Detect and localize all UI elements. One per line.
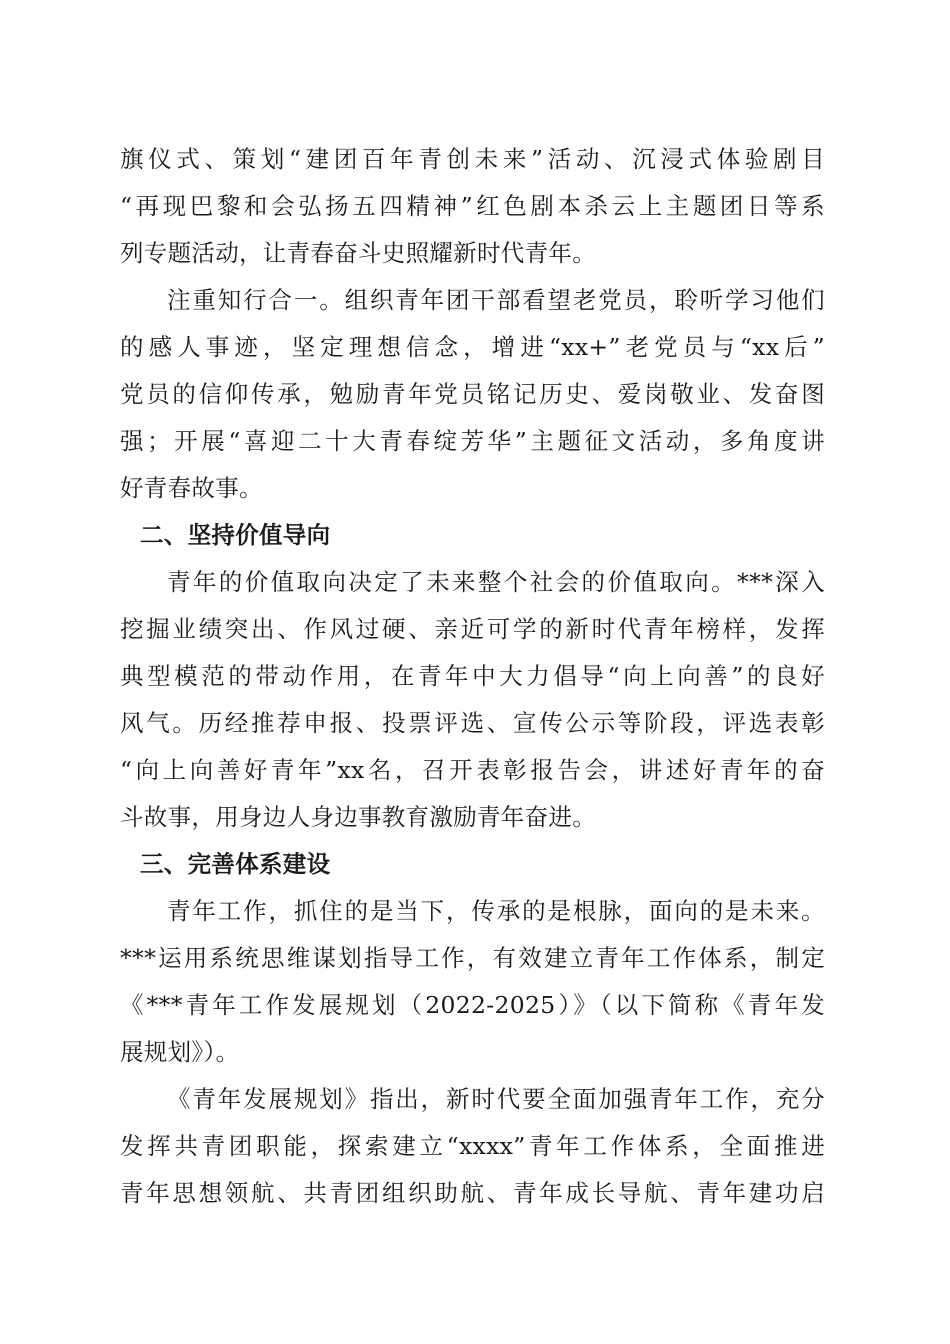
text-line: “再现巴黎和会弘扬五四精神”红色剧本杀云上主题团日等系 <box>120 192 825 220</box>
paragraph <box>120 277 825 512</box>
text-line: 党员的信仰传承，勉励青年党员铭记历史、爱岗敬业、发奋图 <box>120 380 825 408</box>
text-line: 典型模范的带动作用，在青年中大力倡导“向上向善”的良好 <box>120 662 825 690</box>
paragraph <box>120 888 825 1076</box>
text-line: 注重知行合一。组织青年团干部看望老党员，聆听学习他们 <box>167 286 825 314</box>
text-line: 《***青年工作发展规划（2022-2025）》（以下简称《青年发 <box>120 991 825 1019</box>
text-line: 《青年发展规划》指出，新时代要全面加强青年工作，充分 <box>167 1085 825 1113</box>
text-line: ***运用系统思维谋划指导工作，有效建立青年工作体系，制定 <box>120 944 825 972</box>
text-line: 挖掘业绩突出、作风过硬、亲近可学的新时代青年榜样，发挥 <box>120 615 825 643</box>
text-line: 展规划》）。 <box>120 1038 240 1066</box>
paragraph <box>120 559 825 841</box>
text-line: 旗仪式、策划“建团百年青创未来”活动、沉浸式体验剧目 <box>120 145 825 173</box>
text-line: 好青春故事。 <box>120 474 263 502</box>
section-heading: 三、完善体系建设 <box>140 850 331 878</box>
text-line: 的感人事迹，坚定理想信念，增进“xx+”老党员与“xx后” <box>120 333 825 361</box>
text-line: 斗故事，用身边人身边事教育激励青年奋进。 <box>120 803 596 831</box>
text-line: 列专题活动，让青春奋斗史照耀新时代青年。 <box>120 239 596 267</box>
section-heading: 二、坚持价值导向 <box>140 521 331 549</box>
text-line: 青年工作，抓住的是当下，传承的是根脉，面向的是未来。 <box>167 897 825 925</box>
document-page <box>120 136 825 1217</box>
text-line: 青年的价值取向决定了未来整个社会的价值取向。***深入 <box>167 568 825 596</box>
paragraph <box>120 136 825 277</box>
text-line: “向上向善好青年”xx名，召开表彰报告会，讲述好青年的奋 <box>120 756 825 784</box>
paragraph <box>120 1076 825 1217</box>
text-line: 发挥共青团职能，探索建立“xxxx”青年工作体系，全面推进 <box>120 1132 825 1160</box>
text-line: 风气。历经推荐申报、投票评选、宣传公示等阶段，评选表彰 <box>120 709 825 737</box>
text-line: 强；开展“喜迎二十大青春绽芳华”主题征文活动，多角度讲 <box>120 427 825 455</box>
text-line: 青年思想领航、共青团组织助航、青年成长导航、青年建功启 <box>120 1179 825 1207</box>
